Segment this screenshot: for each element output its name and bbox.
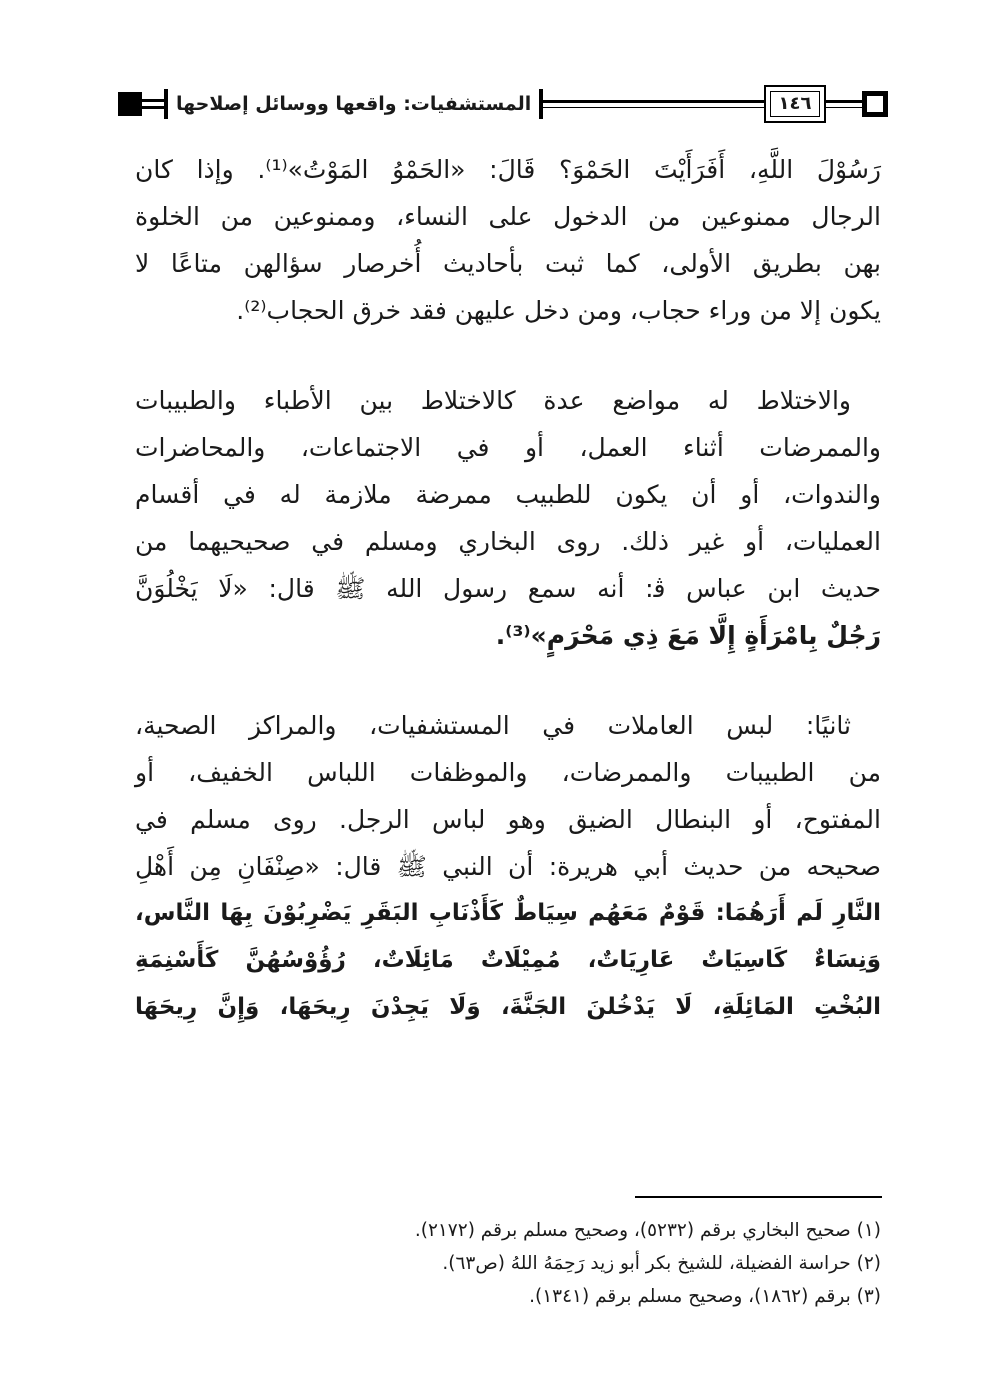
text-line: الرجال ممنوعين من الدخول على النساء، وممنوعين من الخلوة — [135, 202, 881, 231]
text-line: رَسُوْلَ اللَّهِ، أَفَرَأَيْتَ الحَمْوَ؟ قَالَ: «الحَمْوُ المَوْتُ»⁽¹⁾. وإذا كان — [135, 155, 881, 184]
text-line: حديث ابن عباس ﭬ: أنه سمع رسول الله ﷺ قال: «لَا يَخْلُوَنَّ — [135, 574, 881, 603]
page-number-frame — [764, 85, 826, 123]
hadith-text: البُخْتِ المَائِلَةِ، لَا يَدْخُلنَ الجَنَّةَ، وَلَا يَجِدْنَ رِيحَهَا، وَإِنَّ رِيحَهَا — [135, 994, 881, 1020]
header-rule — [543, 100, 764, 103]
page-content — [135, 146, 881, 1313]
paragraph-2 — [135, 377, 881, 659]
text-line: المفتوح، أو البنطال الضيق وهو لباس الرجل. روى مسلم في — [135, 805, 881, 834]
hadith-text: رَجُلٌ بِامْرَأَةٍ إِلَّا مَعَ ذِي مَحْرَمٍ»⁽³⁾. — [495, 621, 881, 650]
footnotes — [135, 1214, 881, 1313]
running-header — [118, 84, 888, 124]
header-rule-pair — [826, 100, 862, 109]
footnote-1: (١) صحيح البخاري برقم (٥٢٣٢)، وصحيح مسلم برقم (٢١٧٢). — [414, 1220, 881, 1241]
main-text — [135, 146, 881, 1186]
header-rule — [543, 107, 764, 109]
text-line: صحيحه من حديث أبي هريرة: أن النبي ﷺ قال: «صِنْفَانِ مِن أَهْلِ — [135, 852, 881, 881]
text-line: يكون إلا من وراء حجاب، ومن دخل عليهن فقد خرق الحجاب⁽²⁾. — [236, 296, 881, 325]
header-rule — [142, 99, 164, 102]
footnote-2: (٢) حراسة الفضيلة، للشيخ بكر أبو زيد رَحِمَهُ اللهُ (ص٦٣). — [442, 1253, 881, 1274]
hadith-text: النَّارِ لَم أَرَهُمَا: قَوْمٌ مَعَهُم سِيَاطٌ كَأَذْنَابِ البَقَرِ يَضْرِبُوْنَ بِهَا النَّاس، — [135, 900, 881, 926]
text-line: من الطبيبات والممرضات، والموظفات اللباس الخفيف، أو — [135, 758, 881, 787]
text-line: والندوات، أو أن يكون للطبيب ممرضة ملازمة له في أقسام — [135, 480, 881, 509]
running-title: المستشفيات: واقعها ووسائل إصلاحها — [176, 93, 532, 115]
header-right-box — [862, 91, 888, 117]
header-rule — [142, 106, 164, 109]
header-rule — [826, 107, 862, 109]
footnote-3: (٣) برقم (١٨٦٢)، وصحيح مسلم برقم (١٣٤١). — [529, 1286, 881, 1307]
text-line: ثانيًا: لبس العاملات في المستشفيات، والمراكز الصحية، — [135, 711, 851, 740]
paragraph-1 — [135, 146, 881, 334]
paragraph-3 — [135, 702, 881, 1031]
text-line: والممرضات أثناء العمل، أو في الاجتماعات، والمحاضرات — [135, 433, 881, 462]
text-line: بهن بطريق الأولى، كما ثبت بأحاديث أُخرصار سؤالهن متاعًا لا — [135, 249, 881, 278]
text-line: العمليات، أو غير ذلك. روى البخاري ومسلم في صحيحيهما من — [135, 527, 881, 556]
header-rule-pair — [142, 99, 164, 109]
page-number: ١٤٦ — [770, 91, 820, 117]
header-rule — [826, 100, 862, 103]
text-line: والاختلاط له مواضع عدة كالاختلاط بين الأطباء والطبيبات — [135, 386, 851, 415]
header-left-block — [118, 92, 142, 116]
footnote-separator — [635, 1196, 882, 1198]
hadith-text: وَنِسَاءٌ كَاسِيَاتٌ عَارِيَاتٌ، مُمِيْلَاتٌ مَائِلَاتٌ، رُؤُوْسُهُنَّ كَأَسْنِمَةِ — [135, 947, 881, 973]
header-rule-pair — [543, 100, 764, 109]
